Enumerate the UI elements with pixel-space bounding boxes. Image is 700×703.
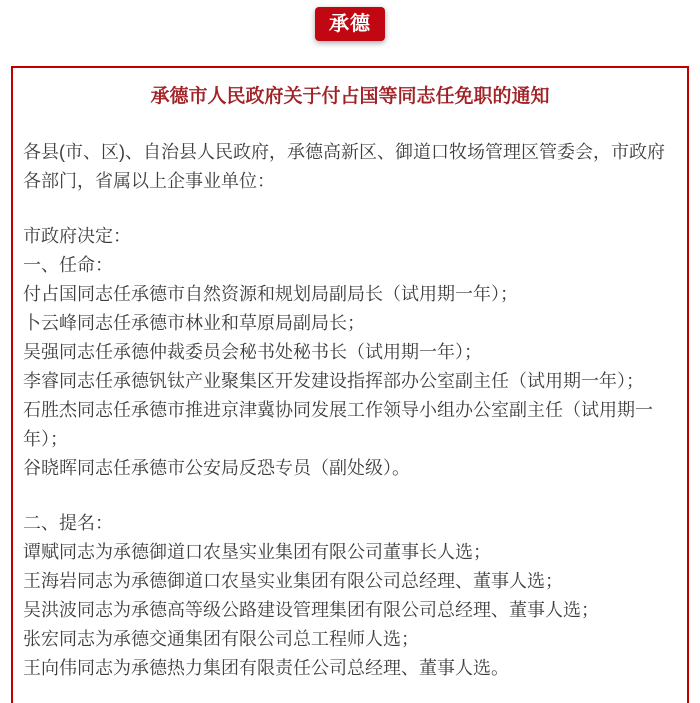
nomination-item-1: 谭赋同志为承德御道口农垦实业集团有限公司董事长人选； — [23, 542, 491, 562]
appointments-heading: 一、任命： — [23, 255, 113, 275]
appointment-item-6: 谷晓晖同志任承德市公安局反恐专员（副处级）。 — [23, 458, 410, 478]
appointment-item-5: 石胜杰同志任承德市推进京津冀协同发展工作领导小组办公室副主任（试用期一年）； — [23, 400, 653, 449]
appointment-item-2: 卜云峰同志任承德市林业和草原局副局长； — [23, 313, 365, 333]
nomination-item-4: 张宏同志为承德交通集团有限公司总工程师人选； — [23, 629, 419, 649]
badge-row — [0, 0, 700, 41]
nomination-item-2: 王海岩同志为承德御道口农垦实业集团有限公司总经理、董事人选； — [23, 571, 563, 591]
appointment-item-4: 李睿同志任承德钒钛产业聚集区开发建设指挥部办公室副主任（试用期一年）； — [23, 371, 644, 391]
notice-title: 承德市人民政府关于付占国等同志任免职的通知 — [150, 86, 550, 107]
appointment-item-1: 付占国同志任承德市自然资源和规划局副局长（试用期一年）； — [23, 284, 518, 304]
blank-line — [23, 483, 677, 509]
nomination-item-3: 吴洪波同志为承德高等级公路建设管理集团有限公司总经理、董事人选； — [23, 600, 599, 620]
blank-line — [23, 196, 677, 222]
nominations-heading: 二、提名： — [23, 513, 113, 533]
salutation: 各县(市、区)、自治县人民政府，承德高新区、御道口牧场管理区管委会，市政府各部门，省属以上企事业单位： — [23, 142, 665, 191]
decision-intro: 市政府决定： — [23, 226, 131, 246]
nomination-item-5: 王向伟同志为承德热力集团有限责任公司总经理、董事人选。 — [23, 658, 509, 678]
notice-box — [11, 66, 689, 703]
region-badge[interactable]: 承德 — [315, 7, 385, 41]
appointment-item-3: 吴强同志任承德仲裁委员会秘书处秘书长（试用期一年）； — [23, 342, 482, 362]
